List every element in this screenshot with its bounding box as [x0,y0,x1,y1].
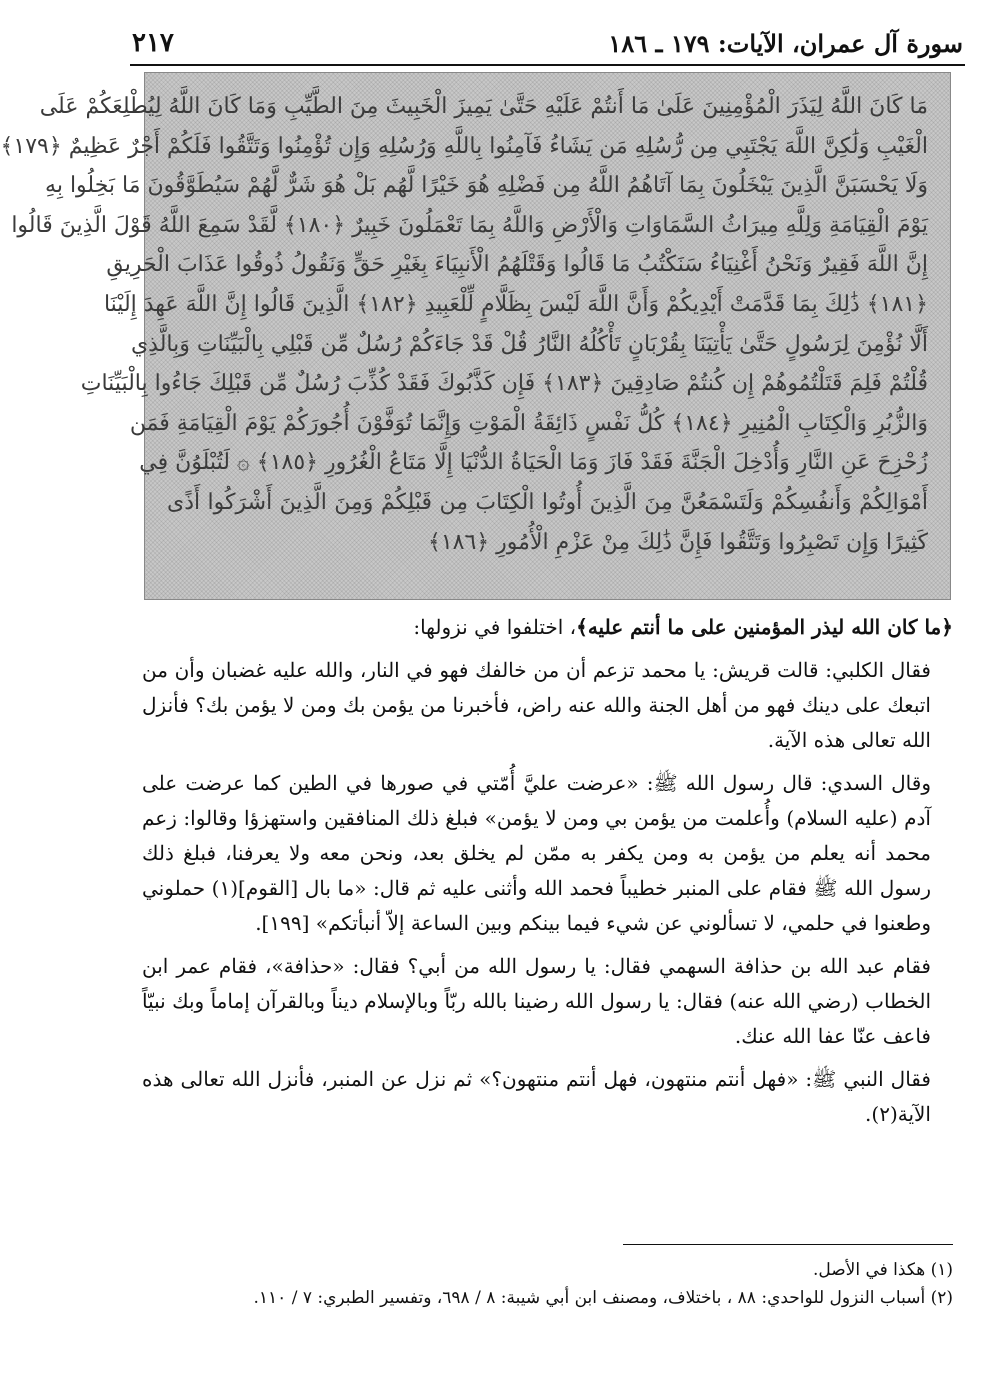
footnotes [142,1256,953,1312]
verse-line: إِنَّ اللَّهَ فَقِيرٌ وَنَحْنُ أَغْنِيَاءُ سَنَكْتُبُ مَا قَالُوا وَقَتْلَهُمُ الْأَنبِيَاءَ بِغَيْرِ حَقٍّ وَنَقُولُ ذُوقُوا عَذَابَ الْحَرِيقِ [106,252,928,278]
verse-line: أَلَّا نُؤْمِنَ لِرَسُولٍ حَتَّىٰ يَأْتِيَنَا بِقُرْبَانٍ تَأْكُلُهُ النَّارُ قُلْ قَدْ جَاءَكُمْ رُسُلٌ مِّن قَبْلِي بِالْبَيِّنَاتِ وَبِالَّذِي [130,331,928,357]
verse-line: وَلَا يَحْسَبَنَّ الَّذِينَ يَبْخَلُونَ بِمَا آتَاهُمُ اللَّهُ مِن فَضْلِهِ هُوَ خَيْرًا لَّهُم بَلْ هُوَ شَرٌّ لَّهُمْ سَيُطَوَّقُونَ مَا بَخِلُوا بِهِ [45,173,928,199]
paragraph-suddi: وقال السدي: قال رسول الله ﷺ: «عرضت عليَّ أُمّتي في صورها في الطين كما عرضت على آدم (عليه السلام) وأُعلمت من يؤمن بي ومن لا يؤمن» فبلغ ذلك المنافقين واستهزؤا وقالوا: زعم محمد أنه يعلم من يؤمن به ومن يكفر به ممّن لم يخلق بعد، ونحن معه ولا يعرفنا، فبلغ ذلك رسول الله ﷺ فقام على المنبر خطيباً فحمد الله وأثنى عليه ثم قال: «ما بال [القوم](١) حملوني وطعنوا في حلمي، لا تسألوني عن شيء فيما بينكم وبين الساعة إلاّ أنبأتكم» [١٩٩]. [142,771,931,935]
commentary-body [142,610,953,1140]
verse-line: أَمْوَالِكُمْ وَأَنفُسِكُمْ وَلَتَسْمَعُنَّ مِنَ الَّذِينَ أُوتُوا الْكِتَابَ مِن قَبْلِكُمْ وَمِنَ الَّذِينَ أَشْرَكُوا أَذًى [167,489,928,515]
verse-line: يَوْمَ الْقِيَامَةِ وَلِلَّهِ مِيرَاثُ السَّمَاوَاتِ وَالْأَرْضِ وَاللَّهُ بِمَا تَعْمَلُونَ خَبِيرٌ ﴿١٨٠﴾ لَّقَدْ سَمِعَ اللَّهُ قَوْلَ الَّذِينَ قَالُوا [11,212,928,238]
footnote-divider [623,1244,953,1245]
verse-line: الْغَيْبِ وَلَٰكِنَّ اللَّهَ يَجْتَبِي مِن رُّسُلِهِ مَن يَشَاءُ فَآمِنُوا بِاللَّهِ وَرُسُلِهِ وَإِن تُؤْمِنُوا وَتَتَّقُوا فَلَكُمْ أَجْرٌ عَظِيمٌ ﴿١٧٩﴾ [0,133,928,159]
intro-text: ، اختلفوا في نزولها: [413,615,577,639]
verse-line: مَا كَانَ اللَّهُ لِيَذَرَ الْمُؤْمِنِينَ عَلَىٰ مَا أَنتُمْ عَلَيْهِ حَتَّىٰ يَمِيزَ الْخَبِيثَ مِنَ الطَّيِّبِ وَمَا كَانَ اللَّهُ لِيُطْلِعَكُمْ عَلَى [39,94,928,119]
verse-line: زُحْزِحَ عَنِ النَّارِ وَأُدْخِلَ الْجَنَّةَ فَقَدْ فَازَ وَمَا الْحَيَاةُ الدُّنْيَا إِلَّا مَتَاعُ الْغُرُورِ ﴿١٨٥﴾ ۞ لَتُبْلَوُنَّ فِي [139,450,928,476]
intro-paragraph [142,610,953,645]
paragraph-prophet: فقال النبي ﷺ: «فهل أنتم منتهون، فهل أنتم منتهون؟» ثم نزل عن المنبر، فأنزل الله تعالى هذه الآية(٢). [142,1067,931,1126]
page-title: سورة آل عمران، الآيات: ١٧٩ ـ ١٨٦ [608,29,963,58]
verse-line: قُلْتُمْ فَلِمَ قَتَلْتُمُوهُمْ إِن كُنتُمْ صَادِقِينَ ﴿١٨٣﴾ فَإِن كَذَّبُوكَ فَقَدْ كُذِّبَ رُسُلٌ مِّن قَبْلِكَ جَاءُوا بِالْبَيِّنَاتِ [80,371,928,397]
paragraph-hudhafa: فقام عبد الله بن حذافة السهمي فقال: يا رسول الله من أبي؟ فقال: «حذافة»، فقام عمر ابن الخطاب (رضي الله عنه) فقال: يا رسول الله رضينا بالله ربّاً وبالإسلام ديناً وبالقرآن إماماً وبك نبيّاً فاعف عنّا عفا الله عنك. [142,954,931,1048]
page-header [132,18,963,58]
footnote-2: (٢) أسباب النزول للواحدي: ٨٨ ، باختلاف، ومصنف ابن أبي شيبة: ٨ / ٦٩٨، وتفسير الطبري: ٧ / ١١٠. [253,1288,953,1308]
page-number: ٢١٧ [132,28,174,58]
verse-line: ﴿١٨١﴾ ذَٰلِكَ بِمَا قَدَّمَتْ أَيْدِيكُمْ وَأَنَّ اللَّهَ لَيْسَ بِظَلَّامٍ لِّلْعَبِيدِ ﴿١٨٢﴾ الَّذِينَ قَالُوا إِنَّ اللَّهَ عَهِدَ إِلَيْنَا [103,291,928,317]
verse-line: كَثِيرًا وَإِن تَصْبِرُوا وَتَتَّقُوا فَإِنَّ ذَٰلِكَ مِنْ عَزْمِ الْأُمُورِ ﴿١٨٦﴾ [427,529,928,555]
quran-verses-box [0,72,951,600]
header-divider [130,64,965,66]
paragraph-kalbi: فقال الكلبي: قالت قريش: يا محمد تزعم أن من خالفك فهو في النار، والله عليه غضبان وأن من اتبعك على دينك فهو من أهل الجنة والله عنه راض، فأخبرنا من يؤمن بك ومن لا يؤمن بك؟ فأنزل الله تعالى هذه الآية. [142,658,931,752]
footnote-1: (١) هكذا في الأصل. [812,1260,953,1280]
quoted-verse: ﴿ما كان الله ليذر المؤمنين على ما أنتم عليه﴾ [576,615,953,639]
verse-line: وَالزُّبُرِ وَالْكِتَابِ الْمُنِيرِ ﴿١٨٤﴾ كُلُّ نَفْسٍ ذَائِقَةُ الْمَوْتِ وَإِنَّمَا تُوَفَّوْنَ أُجُورَكُمْ يَوْمَ الْقِيَامَةِ فَمَن [129,410,928,436]
